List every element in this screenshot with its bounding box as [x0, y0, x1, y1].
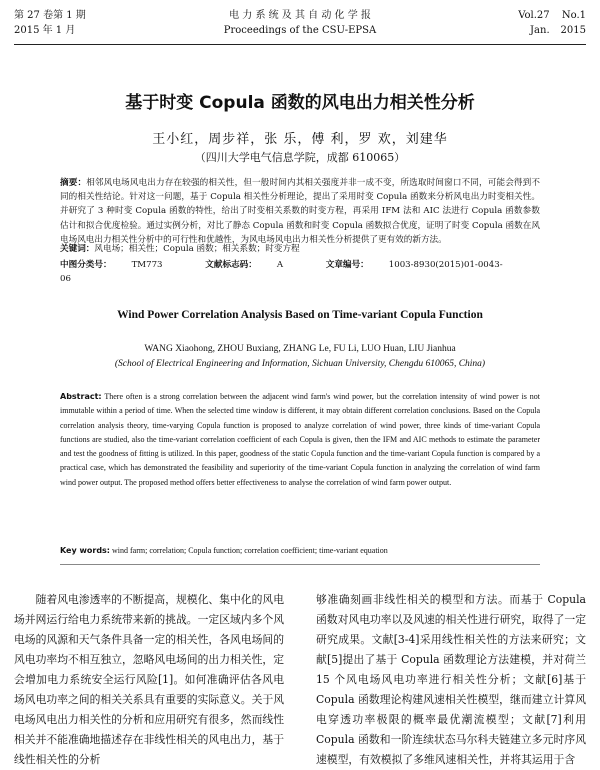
body-text-left: 随着风电渗透率的不断提高，规模化、集中化的风电场并网运行给电力系统带来新的挑战。一定区域内多个风电场的风源和天气条件具备一定的相关性，各风电场间的风电功率均不相互独立，忽略风电场间的出力相关性，定会增加电力系统安全运行风险[1]。如何准确评估各风电场风电功率之间的相关关系具有重要的实际意义。关于风电场风电出力相关性的分析和应用研究有很多，然而线性相关并不能准确地描述存在非线性相关的风电出力，基于线性相关性的分析 — [14, 593, 284, 766]
abstract-label-en: Abstract: — [60, 392, 102, 401]
section-divider — [60, 564, 540, 565]
body-column-right — [316, 590, 586, 770]
keywords-label-cn: 关键词： — [60, 244, 95, 254]
clc-label: 中图分类号： — [60, 260, 112, 270]
abstract-label-cn: 摘要： — [60, 178, 87, 188]
issue-date: 2015 年 1 月 — [14, 25, 76, 36]
authors-cn: 王小红，周步祥，张 乐，傅 利，罗 欢，刘建华 — [152, 132, 448, 147]
article-no-label: 文章编号： — [325, 260, 369, 270]
page-header — [14, 8, 586, 45]
paper-title-en: Wind Power Correlation Analysis Based on Time-variant Copula Function — [117, 309, 483, 321]
body-column-left — [14, 590, 284, 770]
abstract-en — [60, 390, 540, 490]
clc-value: TM773 — [131, 260, 163, 270]
keywords-label-en: Key words: — [60, 546, 111, 555]
affiliation-en: (School of Electrical Engineering and Information, Sichuan University, Chengdu 610065, China) — [114, 359, 486, 369]
abstract-text-en: There often is a strong correlation between the adjacent wind farm's wind power, but the correlation intensity of wind power is not immutable within a period of time. When the selected time window is different, it may obtain different correlation conclusions. Based on the Copula correlation analysis theory, time-varying Copula function is proposed to analyze correlation of wind power, three kinds of time-variant Copula functions are studied, also the time-variant correlation coefficient of each Copula is given, then the IFM and AIC methods to estimate the parameter and test the goodness of fitting is utilized. In this paper, goodness of the static Copula function and the time-variant Copula function is compared by a practical case, which has demonstrated the feasibility and superiority of the time-variant Copula function in analyzing the correlation of wind farm wind power output. The proposed method offers better effectiveness to analyse the correlation of wind farm power output. — [60, 392, 540, 487]
month-label: Jan. — [530, 25, 550, 36]
abstract-text-cn: 相邻风电场风电出力存在较强的相关性，但一般时间内其相关强度并非一成不变，所选取时间窗口不同，可能会得到不同的相关性结论。针对这一问题，基于 Copula 相关性分析理论，提出了采用时变 Copula 函数来分析风电出力时变相关性。并研究了 3 种时变 Copula 函数的特性，给出了时变相关系数的时变方程，再采用 IFM 法和 AIC 法进行 Copula 函数参数估计和拟合优度检验。通过实例分析，对比了静态 Copula 函数和时变 Copula 函数拟合优度，证明了时变 Copula 函数在风电场风电出力相关性分析中的可行性和优越性，为风电场风电出力相关性分析提供了更有效的新方法。 — [60, 178, 540, 245]
affiliation-cn: （四川大学电气信息学院，成都 610065） — [194, 151, 406, 164]
issue-volume: 第 27 卷第 1 期 — [14, 10, 86, 21]
vol-label: Vol.27 — [518, 10, 550, 21]
keywords-text-cn: 风电场；相关性；Copula 函数；相关系数；时变方程 — [94, 244, 300, 254]
no-label: No.1 — [561, 10, 586, 21]
authors-en: WANG Xiaohong, ZHOU Buxiang, ZHANG Le, FU Li, LUO Huan, LIU Jianhua — [144, 344, 456, 354]
classification-line — [60, 258, 540, 286]
doc-code-value: A — [276, 260, 284, 270]
keywords-cn — [60, 242, 540, 256]
article-no-value: 1003-8930(2015)01-0043-06 — [60, 260, 503, 284]
journal-name-cn: 电 力 系 统 及 其 自 动 化 学 报 — [229, 10, 371, 21]
keywords-text-en: wind farm; correlation; Copula function; correlation coefficient; time-variant equation — [112, 546, 388, 555]
journal-name — [14, 8, 586, 38]
paper-title-cn: 基于时变 Copula 函数的风电出力相关性分析 — [125, 93, 475, 113]
year-label: 2015 — [560, 25, 586, 36]
body-text-right: 够准确刻画非线性相关的模型和方法。而基于 Copula 函数对风电功率以及风速的相关性进行研究，取得了一定研究成果。文献[3-4]采用线性相关性的方法来研究；文献[5]提出了基于 Copula 函数理论方法建模，并对荷兰 15 个风电场风电功率进行相关性分析；文献[6]基于 Copula 函数理论构建风速相关性模型，继而建立计算风电穿透功率极限的概率最优潮流模型；文献[7]利用 Copula 函数和一阶连续状态马尔科夫链建立多元时序风速模型，有效模拟了多维风速相关性，并将其运用于含 — [316, 593, 586, 766]
journal-volume — [518, 8, 586, 38]
journal-name-en: Proceedings of the CSU-EPSA — [223, 25, 377, 36]
doc-code-label: 文献标志码： — [205, 260, 257, 270]
keywords-en — [60, 544, 540, 557]
abstract-cn — [60, 176, 540, 247]
